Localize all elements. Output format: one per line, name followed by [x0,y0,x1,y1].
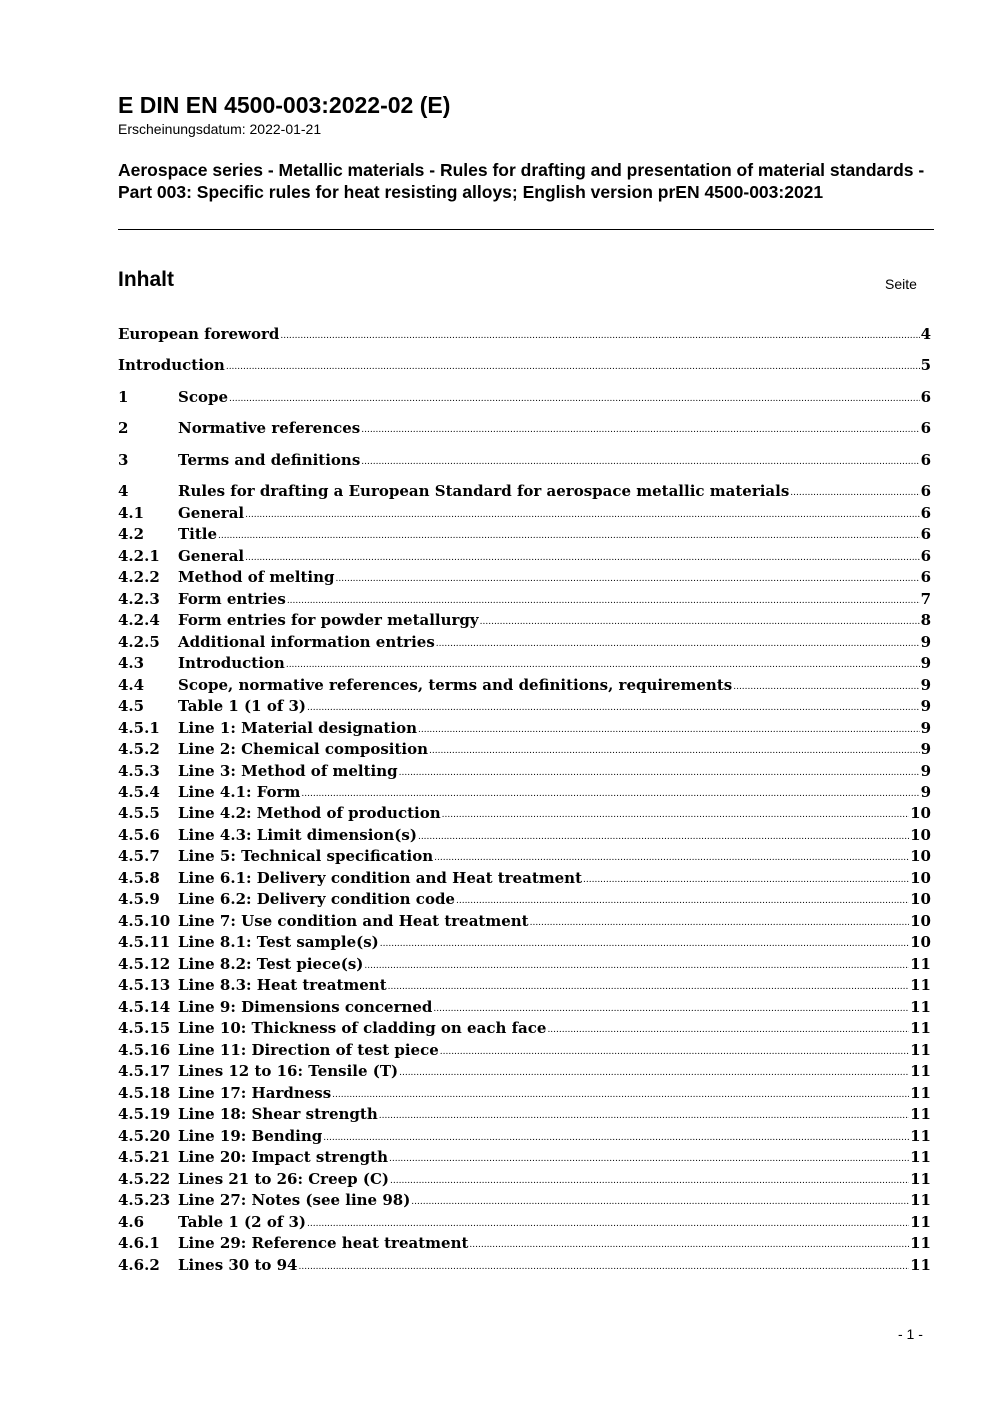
toc-dot-leader [229,387,920,405]
toc-entry[interactable] [118,356,931,376]
document-id: E DIN EN 4500-003:2022-02 (E) [118,92,451,118]
toc-entry-number: 2 [118,419,129,437]
toc-entry[interactable] [118,847,931,867]
toc-entry-title: Lines 21 to 26: Creep (C) [178,1170,390,1188]
toc-entry-page: 6 [920,525,931,543]
toc-entry-page: 9 [920,676,931,694]
toc-entry[interactable] [118,676,931,696]
toc-entry-number: 4.5.2 [118,740,160,758]
footer-page-number: - 1 - [898,1326,923,1342]
toc-entry-title: Line 4.3: Limit dimension(s) [178,826,417,844]
toc-entry-page: 11 [910,1148,931,1166]
toc-entry-page: 11 [910,1041,931,1059]
toc-dot-leader [332,1083,909,1101]
toc-entry-number: 4 [118,482,129,500]
toc-entry-title: Line 9: Dimensions concerned [178,998,433,1016]
toc-entry-title: Line 8.1: Test sample(s) [178,933,379,951]
toc-entry[interactable] [118,976,931,996]
toc-entry-number: 4.5.15 [118,1019,171,1037]
publication-date: Erscheinungsdatum: 2022-01-21 [118,121,322,137]
toc-entry-page: 10 [910,826,931,844]
toc-entry-number: 4.5.12 [118,955,171,973]
toc-entry[interactable] [118,762,931,782]
toc-entry[interactable] [118,697,931,717]
toc-entry-page: 6 [920,504,931,522]
toc-entry-title: Scope, normative references, terms and definitions, requirements [178,676,733,694]
toc-entry-title: Scope [178,388,229,406]
toc-entry-title: Line 17: Hardness [178,1084,332,1102]
toc-entry[interactable] [118,933,931,953]
toc-entry-number: 4.5.17 [118,1062,171,1080]
toc-entry-page: 6 [920,388,931,406]
toc-entry[interactable] [118,1062,931,1082]
toc-dot-leader [790,481,919,499]
toc-dot-leader [301,782,919,800]
toc-entry-number: 4.5.16 [118,1041,171,1059]
toc-dot-leader [307,1212,909,1230]
toc-entry-number: 4.5 [118,697,145,715]
toc-entry-page: 6 [920,568,931,586]
toc-entry[interactable] [118,1019,931,1039]
toc-entry-number: 4.6 [118,1213,145,1231]
toc-entry-page: 9 [920,762,931,780]
toc-dot-leader [307,696,920,714]
toc-entry[interactable] [118,1170,931,1190]
toc-entry-page: 9 [920,719,931,737]
toc-entry[interactable] [118,740,931,760]
document-title: Aerospace series - Metallic materials - Rules for drafting and presentation of material standards - Part 003: Specific rules for heat resisting alloys; English version prEN 4500-003:2021 [118,160,925,202]
toc-entry-title: Line 18: Shear strength [178,1105,378,1123]
toc-entry[interactable] [118,633,931,653]
toc-dot-leader [390,1169,909,1187]
toc-entry[interactable] [118,1213,931,1233]
toc-dot-leader [280,324,919,342]
toc-entry-title: General [178,547,245,565]
toc-entry-page: 9 [920,654,931,672]
toc-dot-leader [361,450,919,468]
toc-page-column-label: Seite [885,276,917,292]
toc-entry-title: Line 3: Method of melting [178,762,398,780]
toc-entry-page: 11 [910,1256,931,1274]
toc-entry[interactable] [118,451,931,471]
toc-entry-title: Line 8.2: Test piece(s) [178,955,364,973]
toc-entry[interactable] [118,568,931,588]
toc-entry-title: Method of melting [178,568,335,586]
toc-dot-leader [287,589,920,607]
toc-dot-leader [440,1040,909,1058]
toc-entry-number: 1 [118,388,129,406]
toc-entry-page: 11 [910,1213,931,1231]
toc-entry-page: 11 [910,1105,931,1123]
toc-dot-leader [547,1018,909,1036]
toc-dot-leader [469,1233,909,1251]
toc-dot-leader [364,954,909,972]
toc-entry[interactable] [118,1234,931,1254]
toc-entry[interactable] [118,504,931,524]
toc-entry-title: Line 2: Chemical composition [178,740,429,758]
toc-entry-title: Line 29: Reference heat treatment [178,1234,469,1252]
toc-entry[interactable] [118,998,931,1018]
toc-dot-leader [389,1147,909,1165]
toc-entry-title: Line 27: Notes (see line 98) [178,1191,411,1209]
toc-dot-leader [433,997,909,1015]
toc-entry-number: 4.5.4 [118,783,160,801]
toc-entry-page: 11 [910,976,931,994]
toc-entry-page: 9 [920,783,931,801]
toc-entry-title: Line 1: Material designation [178,719,417,737]
toc-entry-page: 9 [920,740,931,758]
toc-entry-number: 4.6.1 [118,1234,160,1252]
toc-entry-title: Line 11: Direction of test piece [178,1041,439,1059]
toc-entry[interactable] [118,590,931,610]
toc-entry-number: 4.5.22 [118,1170,171,1188]
toc-dot-leader [226,355,920,373]
toc-entry-title: Form entries [178,590,286,608]
toc-dot-leader [336,567,920,585]
toc-entry-number: 4.5.1 [118,719,160,737]
toc-dot-leader [218,524,920,542]
toc-dot-leader [380,932,909,950]
toc-entry-page: 9 [920,633,931,651]
toc-dot-leader [418,825,909,843]
toc-entry[interactable] [118,955,931,975]
toc-entry-number: 4.5.5 [118,804,160,822]
toc-entry-page: 11 [910,1019,931,1037]
toc-entry-number: 4.2.5 [118,633,160,651]
toc-dot-leader [733,675,919,693]
toc-entry-title: General [178,504,245,522]
toc-dot-leader [245,546,919,564]
toc-entry-page: 10 [910,912,931,930]
toc-entry-title: European foreword [118,325,280,343]
table-of-contents [118,0,931,1403]
toc-entry-title: Line 6.2: Delivery condition code [178,890,455,908]
toc-entry-number: 4.2 [118,525,145,543]
toc-entry-title: Form entries for powder metallurgy [178,611,479,629]
toc-entry-title: Lines 12 to 16: Tensile (T) [178,1062,399,1080]
toc-entry-title: Introduction [178,654,285,672]
toc-entry[interactable] [118,1041,931,1061]
toc-entry-page: 11 [910,1191,931,1209]
toc-entry[interactable] [118,547,931,567]
toc-entry-page: 5 [920,356,931,374]
toc-entry-page: 8 [920,611,931,629]
toc-entry[interactable] [118,826,931,846]
toc-entry-number: 4.5.11 [118,933,171,951]
toc-entry-title: Introduction [118,356,225,374]
toc-entry[interactable] [118,804,931,824]
toc-entry-page: 7 [920,590,931,608]
toc-entry-number: 4.5.18 [118,1084,171,1102]
toc-dot-leader [418,718,920,736]
toc-entry[interactable] [118,912,931,932]
toc-entry-page: 11 [910,955,931,973]
toc-dot-leader [429,739,920,757]
toc-entry-number: 4.1 [118,504,145,522]
toc-heading: Inhalt [118,268,174,291]
toc-entry-page: 6 [920,419,931,437]
toc-entry-title: Line 4.1: Form [178,783,301,801]
toc-entry[interactable] [118,482,931,502]
toc-entry-number: 4.5.21 [118,1148,171,1166]
toc-entry-title: Line 4.2: Method of production [178,804,441,822]
toc-entry-title: Table 1 (1 of 3) [178,697,307,715]
toc-dot-leader [286,653,920,671]
toc-entry-page: 11 [910,1084,931,1102]
toc-entry-number: 4.2.3 [118,590,160,608]
toc-entry-number: 4.2.4 [118,611,160,629]
toc-entry-title: Table 1 (2 of 3) [178,1213,307,1231]
toc-entry[interactable] [118,1256,931,1276]
toc-entry-number: 4.5.3 [118,762,160,780]
toc-entry-page: 9 [920,697,931,715]
toc-entry-title: Lines 30 to 94 [178,1256,298,1274]
toc-entry[interactable] [118,783,931,803]
toc-entry[interactable] [118,890,931,910]
toc-entry-title: Rules for drafting a European Standard for aerospace metallic materials [178,482,790,500]
toc-entry-title: Line 6.1: Delivery condition and Heat treatment [178,869,583,887]
toc-entry-title: Line 5: Technical specification [178,847,434,865]
toc-entry[interactable] [118,325,931,345]
toc-entry-title: Title [178,525,218,543]
toc-dot-leader [388,975,909,993]
toc-dot-leader [245,503,919,521]
toc-dot-leader [442,803,910,821]
toc-entry-page: 10 [910,804,931,822]
toc-entry-title: Line 19: Bending [178,1127,323,1145]
toc-dot-leader [361,418,919,436]
toc-dot-leader [530,911,910,929]
toc-entry[interactable] [118,869,931,889]
toc-entry-title: Terms and definitions [178,451,361,469]
toc-entry-number: 4.4 [118,676,145,694]
toc-entry-title: Line 20: Impact strength [178,1148,388,1166]
toc-entry[interactable] [118,525,931,545]
toc-entry[interactable] [118,719,931,739]
toc-entry[interactable] [118,1148,931,1168]
toc-entry-page: 11 [910,1127,931,1145]
toc-entry-number: 4.5.13 [118,976,171,994]
toc-entry-number: 4.5.20 [118,1127,171,1145]
toc-entry-number: 3 [118,451,129,469]
toc-dot-leader [480,610,920,628]
toc-entry-number: 4.5.14 [118,998,171,1016]
toc-dot-leader [399,761,920,779]
toc-entry-number: 4.5.7 [118,847,160,865]
toc-entry-page: 10 [910,890,931,908]
toc-entry-number: 4.6.2 [118,1256,160,1274]
toc-entry-number: 4.3 [118,654,145,672]
toc-dot-leader [399,1061,909,1079]
toc-entry-number: 4.5.10 [118,912,171,930]
toc-dot-leader [323,1126,909,1144]
toc-entry-page: 10 [910,869,931,887]
toc-entry-number: 4.5.6 [118,826,160,844]
toc-entry-page: 11 [910,998,931,1016]
toc-dot-leader [379,1104,909,1122]
toc-entry-page: 11 [910,1062,931,1080]
toc-entry-page: 6 [920,482,931,500]
toc-dot-leader [456,889,909,907]
toc-entry-page: 11 [910,1234,931,1252]
toc-entry-number: 4.5.23 [118,1191,171,1209]
toc-entry-number: 4.2.2 [118,568,160,586]
toc-entry-title: Line 8.3: Heat treatment [178,976,387,994]
toc-entry-number: 4.5.8 [118,869,160,887]
toc-entry-title: Line 10: Thickness of cladding on each face [178,1019,547,1037]
toc-entry[interactable] [118,1105,931,1125]
toc-dot-leader [436,632,920,650]
toc-entry-page: 6 [920,547,931,565]
toc-entry-page: 11 [910,1170,931,1188]
toc-entry[interactable] [118,1127,931,1147]
toc-entry-page: 4 [920,325,931,343]
toc-entry-page: 10 [910,933,931,951]
toc-dot-leader [411,1190,909,1208]
toc-dot-leader [434,846,909,864]
toc-entry-number: 4.5.19 [118,1105,171,1123]
toc-entry[interactable] [118,611,931,631]
toc-dot-leader [583,868,909,886]
toc-entry-page: 6 [920,451,931,469]
toc-entry-number: 4.5.9 [118,890,160,908]
toc-entry-title: Additional information entries [178,633,435,651]
toc-entry-title: Normative references [178,419,361,437]
toc-entry[interactable] [118,1191,931,1211]
toc-entry-page: 10 [910,847,931,865]
toc-dot-leader [299,1255,910,1273]
toc-entry[interactable] [118,419,931,439]
toc-entry[interactable] [118,1084,931,1104]
toc-entry[interactable] [118,388,931,408]
toc-entry-number: 4.2.1 [118,547,160,565]
toc-entry[interactable] [118,654,931,674]
toc-entry-title: Line 7: Use condition and Heat treatment [178,912,529,930]
